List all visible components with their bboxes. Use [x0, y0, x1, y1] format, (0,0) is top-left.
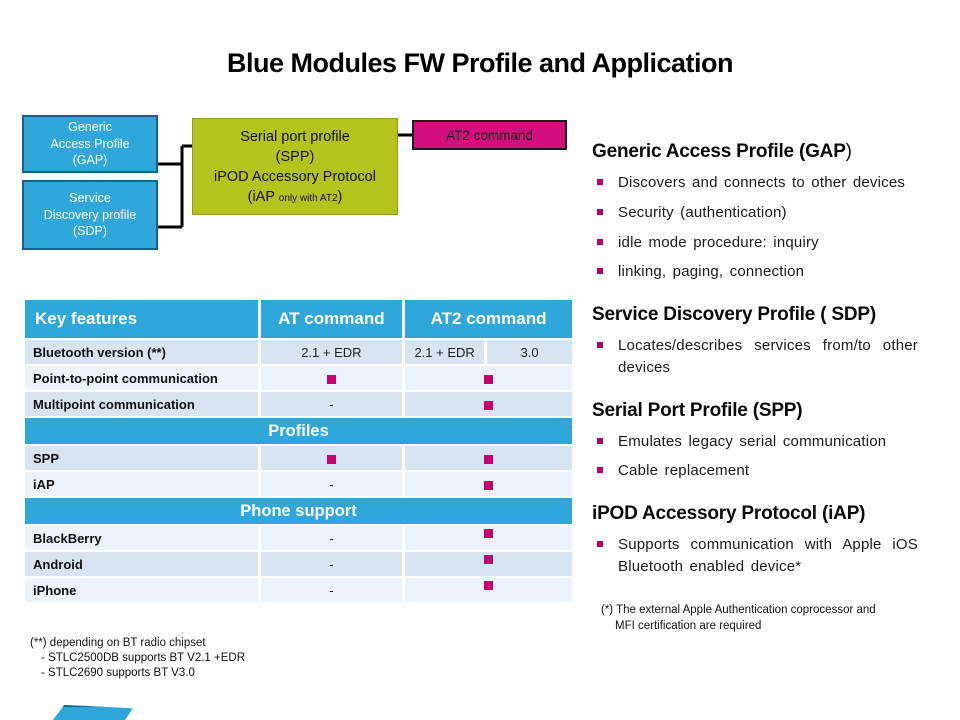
footnote-line: - STLC2500DB supports BT V2.1 +EDR — [41, 652, 246, 665]
row-label: SPP — [25, 446, 258, 470]
bullet-item — [592, 431, 918, 453]
bullet-item — [592, 232, 918, 254]
apple-footnote-line: (*) The external Apple Authentication coprocessor and — [601, 604, 876, 616]
table-row — [25, 446, 572, 470]
bullet-text: idle mode procedure: inquiry — [618, 233, 819, 251]
bullet-square-icon — [597, 438, 603, 444]
bullet-text: linking, paging, connection — [618, 263, 805, 281]
value-cell: - — [261, 472, 403, 496]
sdp-box — [22, 180, 158, 250]
value-cell: 3.0 — [487, 340, 572, 364]
bullet-square-icon — [597, 467, 603, 473]
gap-box-line: Generic — [68, 119, 112, 134]
value-cell: - — [261, 552, 403, 576]
value-cell: - — [261, 392, 403, 416]
header-key-features: Key features — [25, 300, 258, 338]
support-cell — [261, 366, 403, 390]
table-row — [25, 552, 572, 576]
bullet-item — [592, 202, 918, 224]
profile-section-heading: Generic Access Profile (GAP) — [592, 141, 852, 162]
bullet-text: Cable replacement — [618, 462, 750, 480]
table-header-row — [25, 300, 572, 338]
apple-footnote — [601, 603, 931, 634]
row-label: Android — [25, 552, 258, 576]
features-table-body — [25, 340, 572, 602]
support-cell — [261, 446, 403, 470]
profile-section-heading: Serial Port Profile (SPP) — [592, 399, 803, 421]
table-section-row — [25, 498, 572, 524]
profile-section — [592, 141, 926, 283]
support-cell — [405, 578, 572, 602]
value-cell: - — [261, 578, 403, 602]
page-title: Blue Modules FW Profile and Application — [226, 48, 733, 78]
profile-section-heading: iPOD Accessory Protocol (iAP) — [592, 503, 866, 524]
support-cell — [405, 392, 572, 416]
features-table — [22, 298, 575, 604]
table-section-header: Phone support — [25, 498, 572, 524]
row-label: Point-to-point communication — [25, 366, 258, 390]
profile-section — [592, 400, 926, 483]
profile-section-heading: Service Discovery Profile ( SDP) — [592, 304, 877, 325]
at2-command-box — [412, 120, 567, 150]
bullet-text: Supports communication with Apple iOS Bluetooth enabled device* — [618, 536, 918, 575]
right-column-sections — [592, 141, 926, 599]
support-square-icon — [327, 455, 336, 464]
table-row — [25, 392, 572, 416]
footnote-line: (**) depending on BT radio chipset — [30, 637, 206, 649]
support-cell — [405, 366, 572, 390]
table-row — [25, 340, 572, 364]
support-square-icon — [484, 401, 493, 410]
gap-box-line: Access Profile — [50, 136, 130, 151]
bullet-item — [592, 534, 918, 578]
row-label: BlackBerry — [25, 526, 258, 550]
table-section-header: Profiles — [25, 418, 572, 444]
profile-bullet-list — [592, 534, 926, 578]
bullet-square-icon — [597, 179, 603, 185]
value-cell: - — [261, 526, 403, 550]
bullet-text: Discovers and connects to other devices — [618, 174, 906, 191]
bullet-square-icon — [597, 541, 603, 547]
header-at2-command: AT2 command — [405, 300, 572, 338]
gap-box-line: (GAP) — [72, 153, 108, 168]
support-cell — [405, 472, 572, 496]
corner-decoration — [53, 705, 133, 720]
profile-bullet-list — [592, 431, 926, 483]
profile-bullet-list — [592, 172, 926, 283]
bullet-text: Emulates legacy serial communication — [618, 432, 887, 450]
sdp-box-line: Service — [69, 190, 111, 205]
bullet-square-icon — [597, 268, 603, 274]
support-square-icon — [484, 529, 493, 538]
support-cell — [405, 526, 572, 550]
sdp-box-line: (SDP) — [72, 224, 108, 239]
spp-box-line: iPOD Accessory Protocol — [214, 168, 376, 185]
bullet-square-icon — [597, 342, 603, 348]
spp-iap-box — [192, 118, 398, 215]
support-cell — [405, 446, 572, 470]
bullet-square-icon — [597, 239, 603, 245]
support-square-icon — [484, 555, 493, 564]
at2-box-label: AT2 command — [446, 127, 533, 143]
table-row — [25, 526, 572, 550]
support-cell — [405, 552, 572, 576]
spp-box-last-line: (iAP only with AT2) — [247, 188, 343, 205]
footnote-line: - STLC2690 supports BT V3.0 — [41, 667, 195, 680]
gap-box — [22, 115, 158, 173]
bullet-square-icon — [597, 209, 603, 215]
profile-section — [592, 503, 926, 578]
row-label: iAP — [25, 472, 258, 496]
table-row — [25, 472, 572, 496]
support-square-icon — [484, 581, 493, 590]
support-square-icon — [327, 375, 336, 384]
bullet-item — [592, 172, 918, 194]
support-square-icon — [484, 481, 493, 490]
heading-tail: ) — [845, 141, 852, 162]
spp-box-line: Serial port profile — [240, 128, 350, 145]
support-square-icon — [484, 375, 493, 384]
table-footnote — [30, 636, 245, 682]
row-label: iPhone — [25, 578, 258, 602]
spp-box-line: (SPP) — [275, 148, 315, 165]
header-at-command: AT command — [261, 300, 403, 338]
bullet-item — [592, 460, 918, 482]
row-label: Bluetooth version (**) — [25, 340, 258, 364]
bullet-text: Security (authentication) — [618, 203, 787, 221]
bullet-item — [592, 261, 918, 283]
table-row — [25, 366, 572, 390]
support-square-icon — [484, 455, 493, 464]
row-label: Multipoint communication — [25, 392, 258, 416]
apple-footnote-line: MFI certification are required — [615, 619, 762, 632]
table-row — [25, 578, 572, 602]
bullet-item — [592, 335, 918, 379]
table-section-row — [25, 418, 572, 444]
profile-section — [592, 304, 926, 379]
value-cell: 2.1 + EDR — [405, 340, 484, 364]
spp-box-small-text: only with AT2 — [278, 192, 338, 204]
sdp-box-line: Discovery profile — [43, 207, 137, 222]
value-cell: 2.1 + EDR — [261, 340, 403, 364]
profile-bullet-list — [592, 335, 926, 379]
bullet-text: Locates/describes services from/to other devices — [618, 337, 918, 376]
